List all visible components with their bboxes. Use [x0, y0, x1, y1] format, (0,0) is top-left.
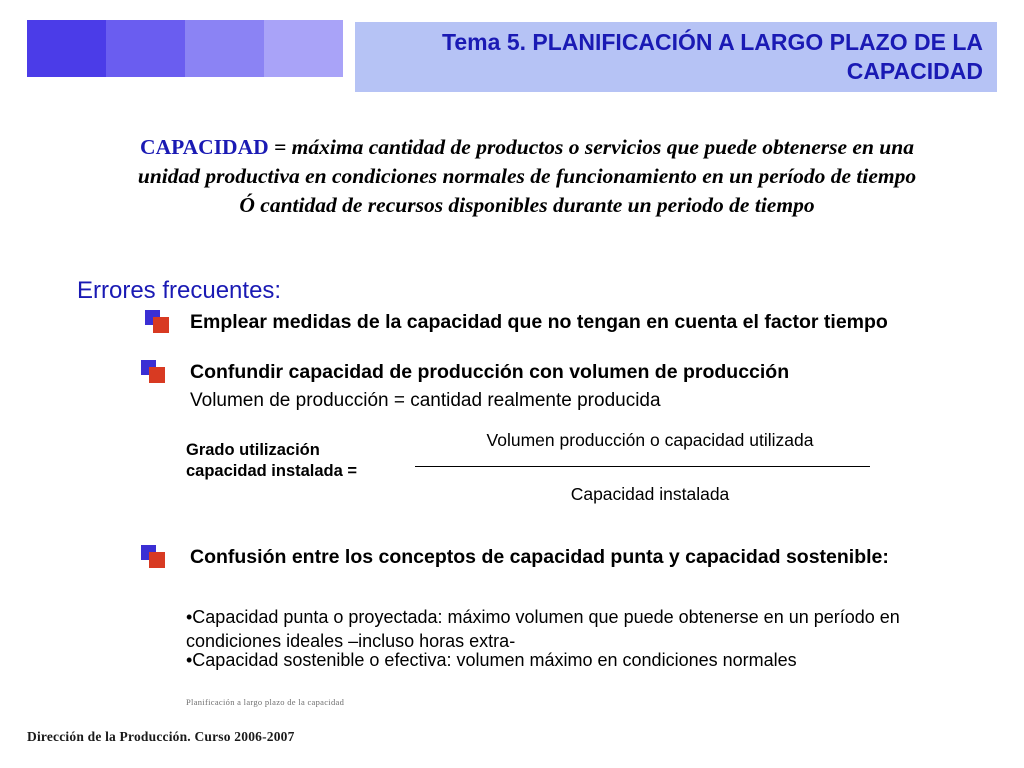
header-block-4 [264, 20, 343, 77]
definition-equals: = [268, 135, 292, 159]
formula-numerator: Volumen producción o capacidad utilizada [486, 430, 814, 450]
header-color-blocks [27, 20, 343, 77]
sub-bullet-1: •Capacidad punta o proyectada: máximo volumen que puede obtenerse en un período en condiciones ideales –incluso horas extra- [186, 607, 900, 651]
definition-alt-line: Ó cantidad de recursos disponibles durante un periodo de tiempo [239, 193, 815, 217]
header-block-2 [106, 20, 185, 77]
formula-divider [415, 466, 870, 467]
bullet-item-1: Emplear medidas de la capacidad que no tengan en cuenta el factor tiempo [190, 311, 888, 333]
bullet-square-red [149, 552, 165, 568]
bullet-item-2-note: Volumen de producción = cantidad realmente producida [190, 390, 661, 411]
definition-body: máxima cantidad de productos o servicios que puede obtenerse en una unidad productiva en condiciones normales de funcionamiento en un período de tiempo [137, 135, 917, 188]
page-title: Tema 5. PLANIFICACIÓN A LARGO PLAZO DE LA CAPACIDAD [442, 29, 983, 84]
section-heading: Errores frecuentes: [77, 277, 282, 304]
bullet-item-3: Confusión entre los conceptos de capacidad punta y capacidad sostenible: [190, 546, 889, 568]
footer-course: Dirección de la Producción. Curso 2006-2007 [27, 729, 295, 744]
formula-label: Grado utilización capacidad instalada = [186, 441, 358, 480]
bullet-marker-icon [145, 310, 171, 334]
footer-note: Planificación a largo plazo de la capacidad [186, 697, 345, 707]
header-block-1 [27, 20, 106, 77]
bullet-marker-icon [141, 545, 167, 569]
definition-keyword: CAPACIDAD [140, 135, 269, 159]
bullet-square-red [149, 367, 165, 383]
header-block-3 [185, 20, 264, 77]
bullet-item-2: Confundir capacidad de producción con volumen de producción [190, 361, 790, 383]
bullet-marker-icon [141, 360, 167, 384]
bullet-square-red [153, 317, 169, 333]
definition-block [112, 133, 942, 220]
slide-title-bar [355, 22, 997, 92]
sub-bullet-2: •Capacidad sostenible o efectiva: volumen máximo en condiciones normales [186, 650, 797, 670]
formula-denominator: Capacidad instalada [570, 484, 730, 504]
